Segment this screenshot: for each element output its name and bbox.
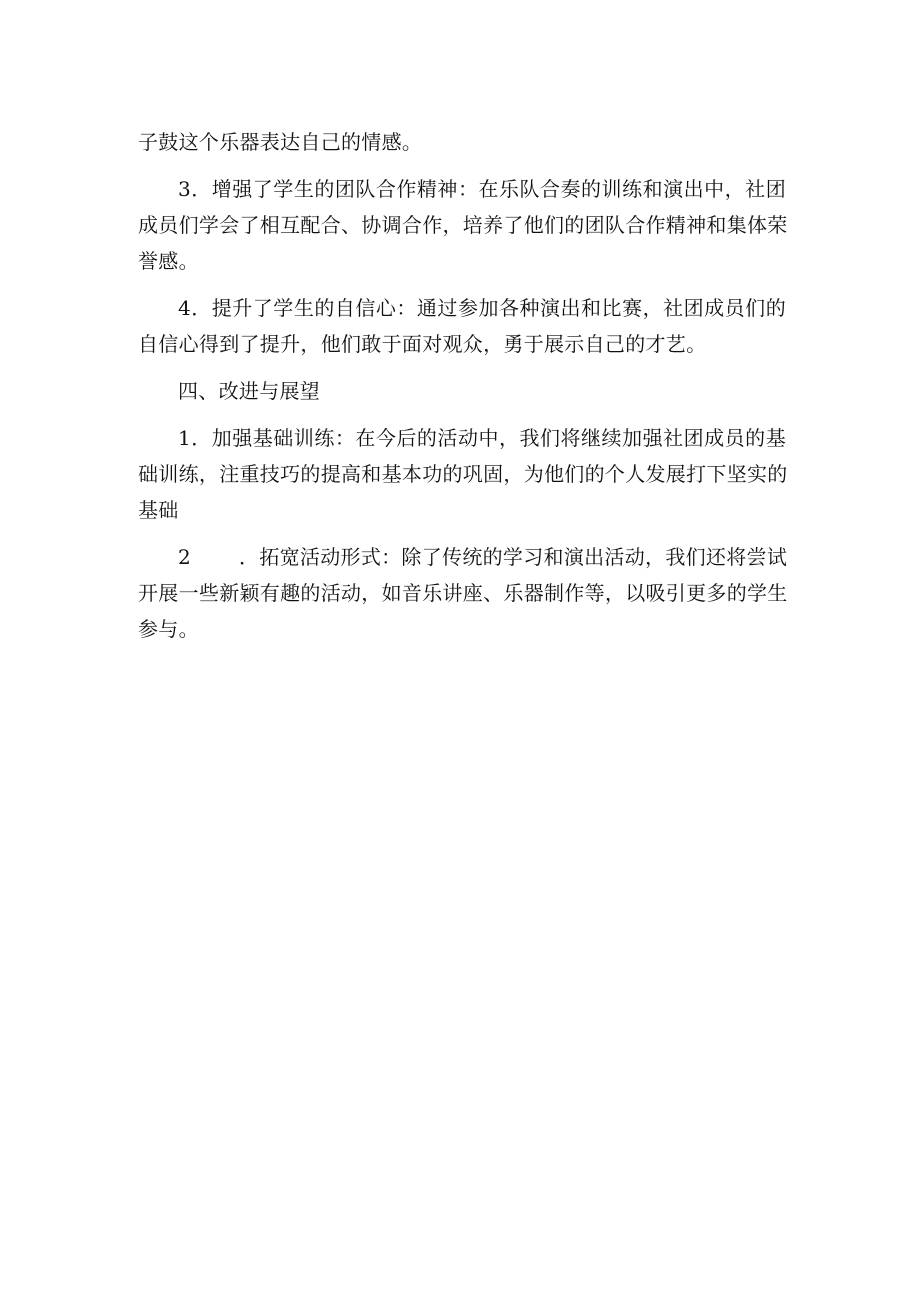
paragraph-basic-training	[138, 420, 786, 528]
paragraph-activity-forms	[138, 539, 786, 647]
section-heading: 四、改进与展望	[178, 379, 321, 403]
text-line: 子鼓这个乐器表达自己的情感。	[138, 130, 423, 154]
paragraph-teamwork	[138, 171, 786, 279]
text-line: 参与。	[138, 617, 199, 641]
text-line: 1．加强基础训练：在今后的活动中，我们将继续加强社团成员的基	[178, 426, 786, 450]
text-line: 4．提升了学生的自信心：通过参加各种演出和比赛，社团成员们的	[178, 296, 786, 320]
section-heading-improvement	[138, 373, 786, 409]
text-line: 3．增强了学生的团队合作精神：在乐队合奏的训练和演出中，社团	[178, 177, 786, 201]
text-line-rest: ．拓宽活动形式：除了传统的学习和演出活动，我们还将尝试	[239, 545, 788, 569]
list-number: 2	[178, 545, 192, 569]
text-line: 基础	[138, 498, 179, 522]
text-line	[138, 539, 786, 575]
document-body	[138, 124, 786, 647]
text-line: 开展一些新颖有趣的活动，如音乐讲座、乐器制作等，以吸引更多的学生	[138, 581, 788, 605]
text-line: 自信心得到了提升，他们敢于面对观众，勇于展示自己的才艺。	[138, 332, 707, 356]
text-line: 誉感。	[138, 249, 199, 273]
paragraph-confidence	[138, 290, 786, 362]
paragraph-drum-emotion	[138, 124, 786, 160]
text-line: 成员们学会了相互配合、协调合作，培养了他们的团队合作精神和集体荣	[138, 213, 788, 237]
text-line: 础训练，注重技巧的提高和基本功的巩固，为他们的个人发展打下坚实的	[138, 462, 788, 486]
